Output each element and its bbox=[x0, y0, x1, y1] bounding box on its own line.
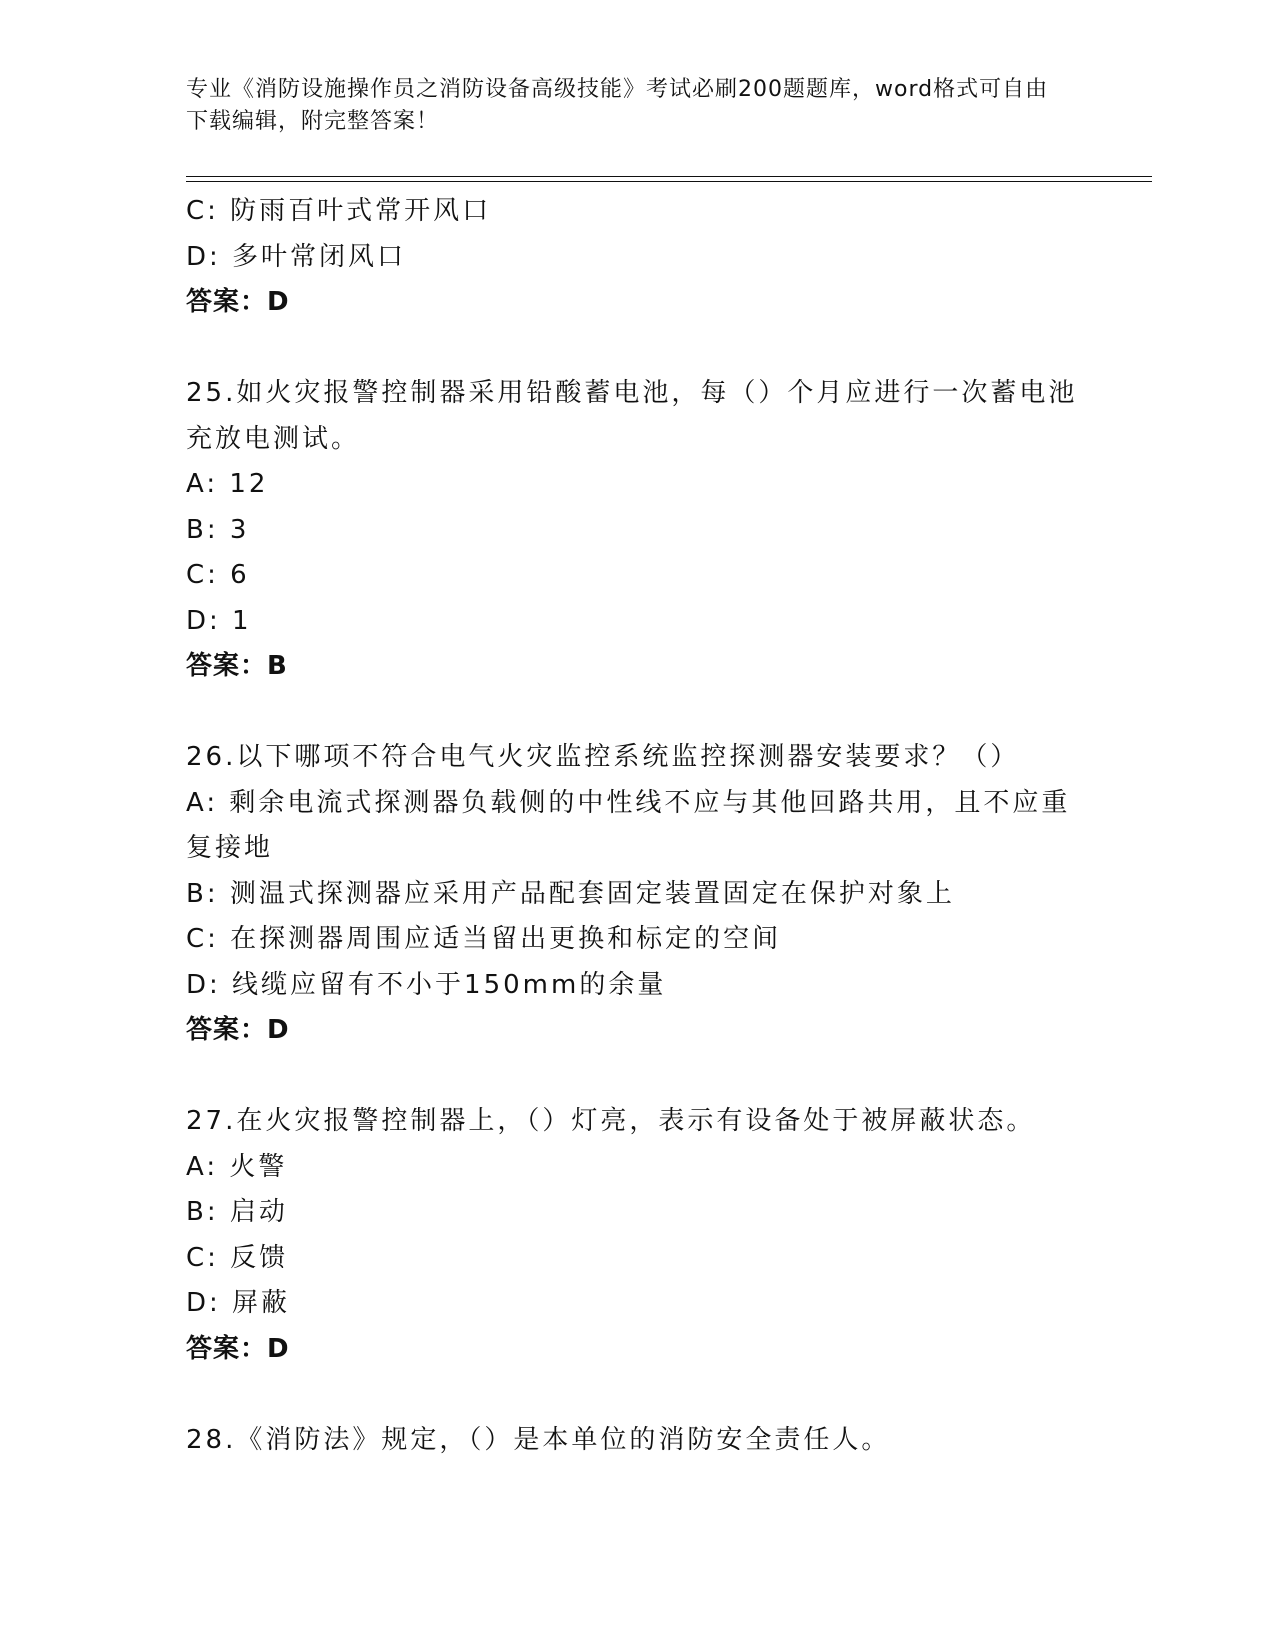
answer-line: 答案：D bbox=[186, 287, 290, 317]
option-c: C: 6 bbox=[186, 560, 250, 590]
question-27 bbox=[186, 1099, 1146, 1372]
option-b: B: 启动 bbox=[186, 1197, 288, 1227]
option-a: A: 剩余电流式探测器负载侧的中性线不应与其他回路共用，且不应重复接地 bbox=[186, 787, 1071, 863]
option-b: B: 3 bbox=[186, 514, 250, 545]
question-stem: 25.如火灾报警控制器采用铅酸蓄电池，每（）个月应进行一次蓄电池充放电测试。 bbox=[186, 378, 1078, 454]
header-text: 专业《消防设施操作员之消防设备高级技能》考试必刷200题题库，word格式可自由下载编辑，附完整答案！ bbox=[186, 77, 1049, 134]
option-a: A: 12 bbox=[186, 469, 269, 499]
question-26 bbox=[186, 735, 1146, 1054]
option-b: B: 测温式探测器应采用产品配套固定装置固定在保护对象上 bbox=[186, 878, 955, 909]
answer-line: 答案：B bbox=[186, 651, 288, 681]
option-d: D: 线缆应留有不小于150mm的余量 bbox=[186, 969, 667, 1000]
option-d: D: 1 bbox=[186, 605, 252, 636]
option-c: C: 反馈 bbox=[186, 1242, 289, 1273]
spacer bbox=[186, 690, 1146, 736]
option-c: C: 在探测器周围应适当留出更换和标定的空间 bbox=[186, 924, 782, 954]
question-stem: 27.在火灾报警控制器上，（）灯亮，表示有设备处于被屏蔽状态。 bbox=[186, 1106, 1036, 1136]
spacer bbox=[186, 1372, 1146, 1418]
option-a: A: 火警 bbox=[186, 1151, 288, 1182]
option-c: C: 防雨百叶式常开风口 bbox=[186, 196, 492, 226]
question-list bbox=[186, 189, 1146, 1463]
option-d: D: 屏蔽 bbox=[186, 1288, 291, 1318]
header-divider-top bbox=[186, 176, 1152, 177]
question-24-tail bbox=[186, 189, 1146, 326]
spacer bbox=[186, 326, 1146, 372]
question-stem: 28.《消防法》规定，（）是本单位的消防安全责任人。 bbox=[186, 1424, 891, 1455]
answer-line: 答案：D bbox=[186, 1333, 290, 1364]
header-divider-bottom bbox=[186, 181, 1152, 182]
spacer bbox=[186, 1054, 1146, 1100]
question-stem: 26.以下哪项不符合电气火灾监控系统监控探测器安装要求？（） bbox=[186, 742, 1020, 772]
question-25 bbox=[186, 371, 1146, 690]
answer-line: 答案：D bbox=[186, 1015, 290, 1045]
document-header bbox=[186, 74, 1066, 138]
question-28 bbox=[186, 1418, 1146, 1464]
option-d: D: 多叶常闭风口 bbox=[186, 241, 407, 272]
